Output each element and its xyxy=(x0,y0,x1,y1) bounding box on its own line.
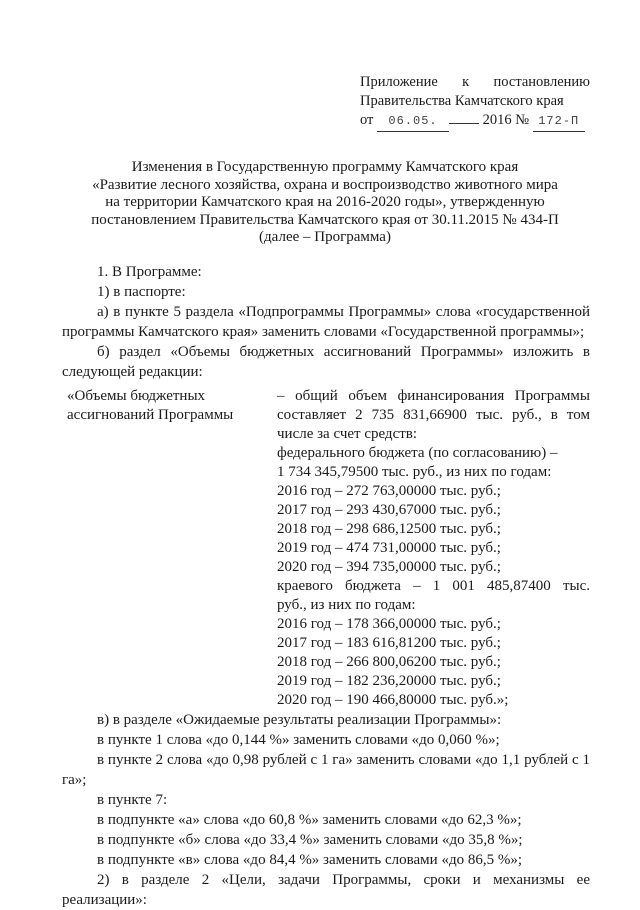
paragraph-1: 1. В Программе: xyxy=(97,264,202,280)
appendix-word-1: Приложение xyxy=(360,74,438,90)
regional-total: руб., из них по годам: xyxy=(277,597,416,613)
federal-year-2017: 2017 год – 293 430,67000 тыс. руб.; xyxy=(277,502,501,518)
federal-year-2016: 2016 год – 272 763,00000 тыс. руб.; xyxy=(277,483,501,499)
paragraph-6: в пункте 1 слова «до 0,144 %» заменить словами «до 0,060 %»; xyxy=(97,732,500,748)
title-line-4: постановлением Правительства Камчатского края от 30.11.2015 № 434-П xyxy=(91,211,559,228)
budget-table-label xyxy=(62,387,277,710)
title-line-2: «Развитие лесного хозяйства, охрана и воспроизводство животного мира xyxy=(92,176,558,193)
regional-year-2017: 2017 год – 183 616,81200 тыс. руб.; xyxy=(277,635,501,651)
regional-year-2019: 2019 год – 182 236,20000 тыс. руб.; xyxy=(277,673,501,689)
appendix-number-sign: № xyxy=(515,112,530,128)
paragraph-11: в подпункте «в» слова «до 84,4 %» заменить словами «до 86,5 %»; xyxy=(97,852,522,868)
paragraph-5: в) в разделе «Ожидаемые результаты реализации Программы»: xyxy=(97,712,502,728)
document-title xyxy=(60,159,590,247)
title-line-3: на территории Камчатского края на 2016-2020 годы», утвержденную xyxy=(105,194,545,210)
title-line-5: (далее – Программа) xyxy=(259,229,391,245)
paragraph-9: в подпункте «а» слова «до 60,8 %» заменить словами «до 62,3 %»; xyxy=(97,812,522,828)
regional-label: краевого бюджета – 1 001 485,87400 тыс. xyxy=(277,578,590,594)
paragraph-8: в пункте 7: xyxy=(97,792,168,808)
federal-label: федерального бюджета (по согласованию) – xyxy=(277,445,558,461)
appendix-date-blank xyxy=(449,123,479,124)
paragraph-2: 1) в паспорте: xyxy=(97,284,186,300)
appendix-line-1 xyxy=(360,73,590,92)
appendix-from-label: от xyxy=(360,112,374,128)
appendix-number-field: 172-П xyxy=(533,112,585,132)
appendix-word-3: постановлению xyxy=(493,74,590,90)
appendix-date-field: 06.05. xyxy=(377,112,449,132)
budget-label-line-2: ассигнований Программы xyxy=(67,407,234,423)
paragraph-4: б) раздел «Объемы бюджетных ассигнований Программы» изложить в следующей редакции: xyxy=(62,344,590,380)
title-line-1: Изменения в Государственную программу Камчатского края xyxy=(131,159,519,175)
federal-year-2020: 2020 год – 394 735,00000 тыс. руб.; xyxy=(277,559,501,575)
budget-table xyxy=(62,387,590,710)
budget-table-content xyxy=(277,387,590,710)
appendix-word-2: к xyxy=(462,74,470,90)
federal-total: 1 734 345,79500 тыс. руб., из них по годам: xyxy=(277,464,552,480)
regional-year-2018: 2018 год – 266 800,06200 тыс. руб.; xyxy=(277,654,501,670)
federal-year-2018: 2018 год – 298 686,12500 тыс. руб.; xyxy=(277,521,501,537)
document-body xyxy=(62,262,590,910)
appendix-line-3 xyxy=(360,111,590,132)
appendix-line-2: Правительства Камчатского края xyxy=(360,93,564,109)
regional-year-2020: 2020 год – 190 466,80000 тыс. руб.»; xyxy=(277,692,509,708)
federal-year-2019: 2019 год – 474 731,00000 тыс. руб.; xyxy=(277,540,501,556)
budget-intro: – общий объем финансирования Программы составляет 2 735 831,66900 тыс. руб., в том числе за счет средств: xyxy=(277,388,590,442)
appendix-block xyxy=(360,73,590,132)
paragraph-7: в пункте 2 слова «до 0,98 рублей с 1 га» заменить словами «до 1,1 рублей с 1 га»; xyxy=(62,752,590,788)
paragraph-12: 2) в разделе 2 «Цели, задачи Программы, сроки и механизмы ее реализации»: xyxy=(62,872,590,908)
budget-label-line-1: «Объемы бюджетных xyxy=(67,388,206,404)
appendix-year: 2016 xyxy=(482,112,512,128)
paragraph-3: а) в пункте 5 раздела «Подпрограммы Программы» слова «государственной программы Камчатского края» заменить словами «Государственной программы»; xyxy=(62,304,590,340)
paragraph-10: в подпункте «б» слова «до 33,4 %» заменить словами «до 35,8 %»; xyxy=(97,832,523,848)
regional-year-2016: 2016 год – 178 366,00000 тыс. руб.; xyxy=(277,616,501,632)
